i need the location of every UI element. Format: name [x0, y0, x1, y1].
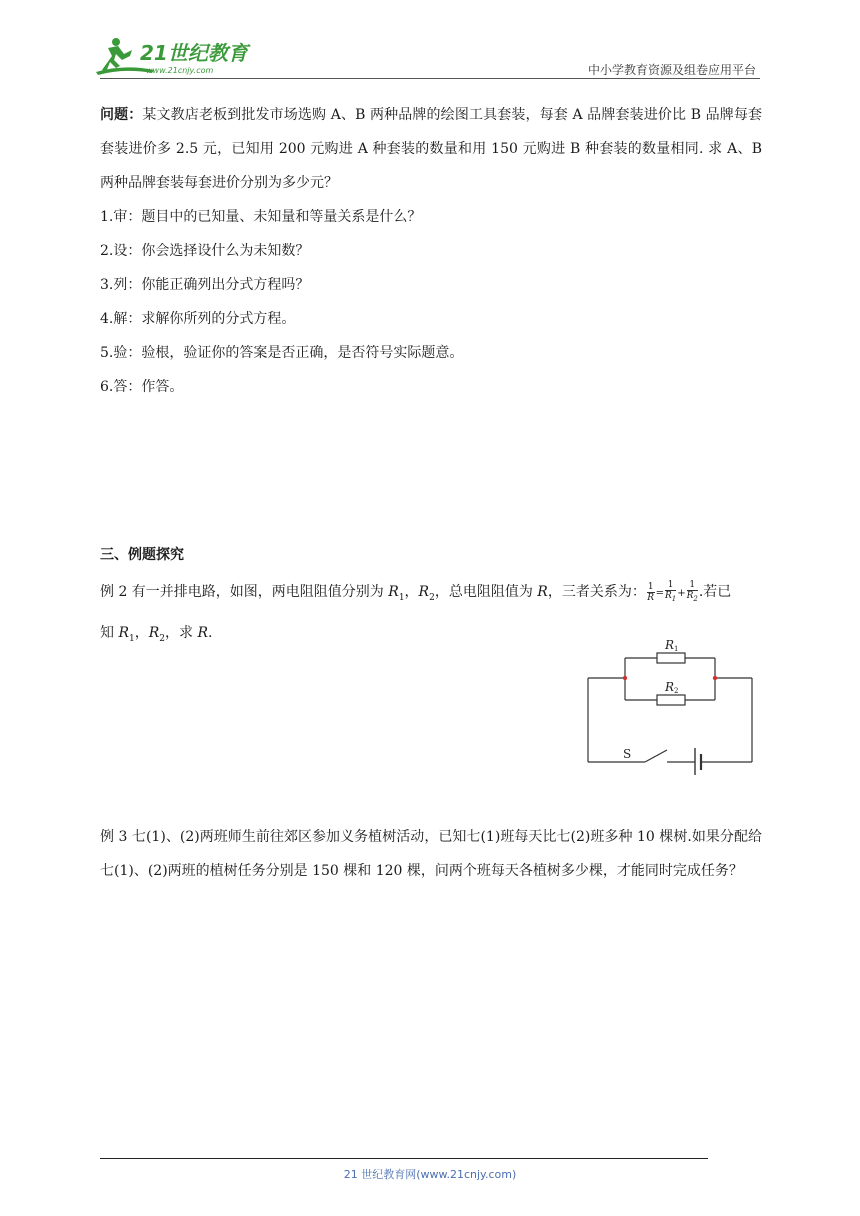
header-platform-text: 中小学教育资源及组卷应用平台: [587, 63, 756, 77]
logo-main-text: 21世纪教育: [140, 41, 248, 65]
fraction-1-over-r1: $\frac{1}{R_1}$: [664, 580, 677, 603]
r1-label-sub: 1: [674, 645, 679, 653]
node-left: [623, 676, 627, 680]
step-5: 5.验：验根，验证你的答案是否正确，是否符号实际题意。: [100, 345, 464, 361]
section-3-title: [100, 538, 762, 572]
r2-label: R: [665, 680, 675, 694]
header-divider: [100, 78, 760, 79]
node-right: [713, 676, 717, 680]
step-3: 3.列：你能正确列出分式方程吗？: [100, 277, 310, 293]
fraction-1-over-r2: $\frac{1}{R_2}$: [686, 580, 698, 603]
logo-url-text: www.21cnjy.com: [146, 66, 214, 75]
page-header: [0, 0, 860, 80]
step-1: 1.审：题目中的已知量、未知量和等量关系是什么？: [100, 209, 422, 225]
r1-label: R: [665, 638, 675, 652]
example-2-line-2: 知 $R_1$，$R_2$，求 R.: [100, 624, 213, 644]
example-3: [100, 820, 762, 888]
parallel-circuit-diagram: [585, 630, 760, 775]
switch-s: [645, 750, 667, 762]
problem-block: [100, 98, 762, 404]
footer-divider: [100, 1158, 708, 1159]
problem-paragraph: [100, 98, 762, 200]
problem-text: 某文教店老板到批发市场选购 A、B 两种品牌的绘图工具套装，每套 A 品牌套装进价比 B 品牌每套套装进价多 2.5 元，已知用 200 元购进 A 种套装的数量和用 150 元购进 B 种套装的数量相同. 求 A、B 两种品牌套装每套进价分别为多少元？: [100, 107, 762, 191]
fraction-1-over-r: $\frac{1}{R}$: [647, 581, 655, 603]
resistor-r2: [657, 695, 685, 705]
switch-label: S: [623, 747, 632, 761]
section-heading: 三、例题探究: [100, 547, 184, 563]
footer-link[interactable]: 21 世纪教育网(www.21cnjy.com): [343, 1168, 517, 1181]
resistor-r1: [657, 653, 685, 663]
step-6: 6.答：作答。: [100, 379, 184, 395]
r2-label-sub: 2: [674, 687, 679, 695]
example-3-text: 例 3 七(1)、(2)两班师生前往郊区参加义务植树活动，已知七(1)班每天比七(2)班多种 10 棵树.如果分配给七(1)、(2)两班的植树任务分别是 150 棵和 120 棵，问两个班每天各植树多少棵，才能同时完成任务？: [100, 829, 762, 879]
logo-icon: [94, 34, 264, 76]
example-2-line-1: 例 2 有一并排电路，如图，两电阻阻值分别为 $R_1$，$R_2$，总电阻阻值为 R，三者关系为： $\frac{1}{R}$ = $\frac{1}{R_1}$ + $\frac{1}{R_2}$ .若已: [100, 580, 732, 603]
step-4: 4.解：求解你所列的分式方程。: [100, 311, 296, 327]
problem-label: 问题：: [100, 107, 143, 123]
step-2: 2.设：你会选择设什么为未知数？: [100, 243, 310, 259]
